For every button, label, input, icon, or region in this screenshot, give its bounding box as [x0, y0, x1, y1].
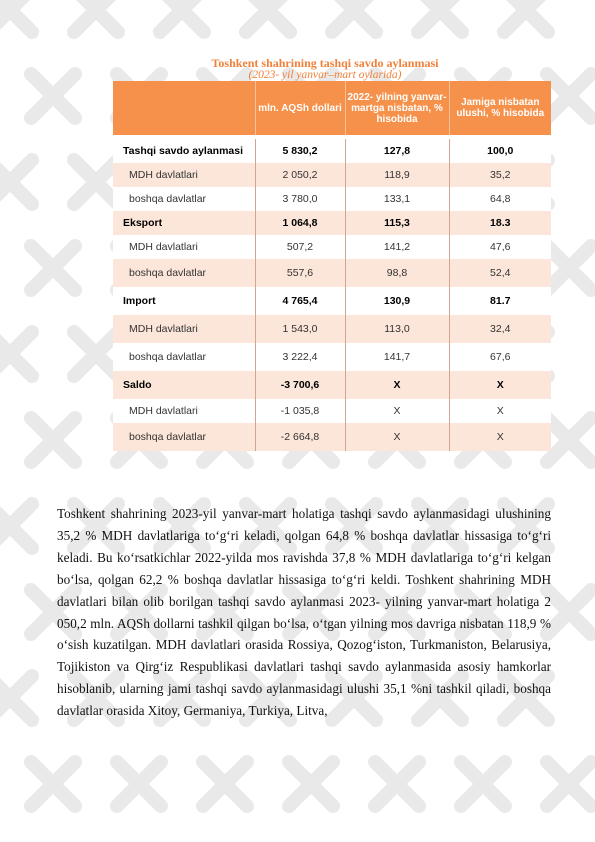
row-share: 35,2: [449, 163, 551, 187]
row-share: 67,6: [449, 343, 551, 371]
row-share: X: [449, 399, 551, 423]
header-cell-usd: mln. AQSh dollari: [255, 81, 345, 135]
row-usd: 4 765,4: [255, 287, 345, 315]
row-label: MDH davlatlari: [113, 235, 255, 259]
row-label: Eksport: [113, 211, 255, 235]
row-usd: 1 543,0: [255, 315, 345, 343]
watermark-x-mark: [0, 160, 32, 204]
watermark-x-mark: [74, 332, 118, 376]
table-row: [113, 139, 551, 163]
row-usd: 557,6: [255, 259, 345, 287]
watermark-x-mark: [31, 246, 75, 290]
watermark-x-mark: [0, 504, 32, 548]
watermark-x-mark: [74, 160, 118, 204]
row-label: boshqa davlatlar: [113, 423, 255, 451]
watermark-x-mark: [31, 418, 75, 462]
watermark-x-mark: [31, 74, 75, 118]
row-usd: 1 064,8: [255, 211, 345, 235]
table-row: [113, 163, 551, 187]
row-change: X: [345, 399, 449, 423]
row-change: 98,8: [345, 259, 449, 287]
row-share: 81.7: [449, 287, 551, 315]
row-change: 127,8: [345, 139, 449, 163]
watermark-x-mark: [547, 246, 591, 290]
watermark-x-mark: [246, 0, 290, 32]
row-label: Import: [113, 287, 255, 315]
watermark-x-mark: [547, 74, 591, 118]
table-title-main: Toshkent shahrining tashqi savdo aylanmasi: [211, 56, 439, 70]
table-title-period: (2023- yil yanvar–mart oylarida): [248, 69, 402, 81]
row-label: boshqa davlatlar: [113, 343, 255, 371]
table-row: [113, 423, 551, 451]
table-row: [113, 259, 551, 287]
watermark-x-mark: [547, 762, 591, 806]
row-usd: -2 664,8: [255, 423, 345, 451]
watermark-x-mark: [160, 0, 204, 32]
watermark-x-mark: [547, 590, 591, 634]
table-row: [113, 315, 551, 343]
watermark-x-mark: [375, 762, 419, 806]
watermark-x-mark: [117, 762, 161, 806]
table-row: [113, 287, 551, 315]
row-change: 118,9: [345, 163, 449, 187]
row-label: MDH davlatlari: [113, 315, 255, 343]
watermark-x-mark: [31, 762, 75, 806]
row-share: 47,6: [449, 235, 551, 259]
row-change: 130,9: [345, 287, 449, 315]
table-row: [113, 343, 551, 371]
row-usd: 3 222,4: [255, 343, 345, 371]
table-row: [113, 371, 551, 399]
row-share: 32,4: [449, 315, 551, 343]
row-share: 52,4: [449, 259, 551, 287]
table-row: [113, 211, 551, 235]
watermark-x-mark: [0, 0, 32, 32]
row-usd: 2 050,2: [255, 163, 345, 187]
watermark-x-mark: [289, 762, 333, 806]
row-share: X: [449, 371, 551, 399]
row-label: MDH davlatlari: [113, 163, 255, 187]
watermark-x-mark: [332, 0, 376, 32]
row-change: 115,3: [345, 211, 449, 235]
row-usd: 507,2: [255, 235, 345, 259]
row-change: X: [345, 371, 449, 399]
table-header-row: [113, 81, 551, 135]
watermark-x-mark: [203, 762, 247, 806]
row-share: X: [449, 423, 551, 451]
row-change: 141,2: [345, 235, 449, 259]
row-change: X: [345, 423, 449, 451]
row-usd: -1 035,8: [255, 399, 345, 423]
row-usd: -3 700,6: [255, 371, 345, 399]
row-change: 113,0: [345, 315, 449, 343]
table-row: [113, 235, 551, 259]
row-change: 133,1: [345, 187, 449, 211]
watermark-x-mark: [0, 332, 32, 376]
header-cell-share: Jamiga nisbatan ulushi, % hisobida: [449, 81, 551, 135]
table-title: [100, 57, 550, 81]
header-cell-label: [113, 81, 255, 135]
row-usd: 3 780,0: [255, 187, 345, 211]
table-row: [113, 399, 551, 423]
watermark-x-mark: [0, 676, 32, 720]
watermark-x-mark: [418, 0, 462, 32]
row-label: Saldo: [113, 371, 255, 399]
header-cell-change: 2022- yilning yanvar-martga nisbatan, % hisobida: [345, 81, 449, 135]
row-label: Tashqi savdo aylanmasi: [113, 139, 255, 163]
body-paragraph: Toshkent shahrining 2023-yil yanvar-mart holatiga tashqi savdo aylanmasidagi ulushining 35,2 % MDH davlatlariga to‘g‘ri keladi, qolgan 64,8 % boshqa davlatlar hissasiga to‘g‘ri keladi. Bu ko‘rsatkichlar 2022-yilda mos ravishda 37,8 % MDH davlatlariga to‘g‘ri kelgan bo‘lsa, qolgan 62,2 % boshqa davlatlar hissasiga to‘g‘ri keldi. Toshkent shahrining MDH davlatlari bilan olib borilgan tashqi savdo aylanmasi 2023- yilning yanvar-mart holatiga 2 050,2 mln. AQSh dollarni tashkil qilgan bo‘lsa, o‘tgan yilning mos davriga nisbatan 118,9 % o‘sish kuzatilgan. MDH davlatlari orasida Rossiya, Qozog‘iston, Turkmaniston, Belarusiya, Tojikiston va Qirg‘iz Respublikasi davlatlari tashqi savdo aylanmasida asosiy hamkorlar hisoblanib, ularning jami tashqi savdo aylanmasidagi ulushi 35,1 %ni tashkil qiladi, boshqa davlatlar orasida Xitoy, Germaniya, Turkiya, Litva,: [57, 506, 551, 719]
row-share: 100,0: [449, 139, 551, 163]
row-share: 18.3: [449, 211, 551, 235]
row-change: 141,7: [345, 343, 449, 371]
row-label: boshqa davlatlar: [113, 187, 255, 211]
row-usd: 5 830,2: [255, 139, 345, 163]
watermark-x-mark: [74, 0, 118, 32]
trade-table: [113, 81, 551, 451]
watermark-x-mark: [547, 418, 591, 462]
watermark-x-mark: [504, 0, 548, 32]
row-share: 64,8: [449, 187, 551, 211]
table-row: [113, 187, 551, 211]
row-label: boshqa davlatlar: [113, 259, 255, 287]
watermark-x-mark: [461, 762, 505, 806]
row-label: MDH davlatlari: [113, 399, 255, 423]
